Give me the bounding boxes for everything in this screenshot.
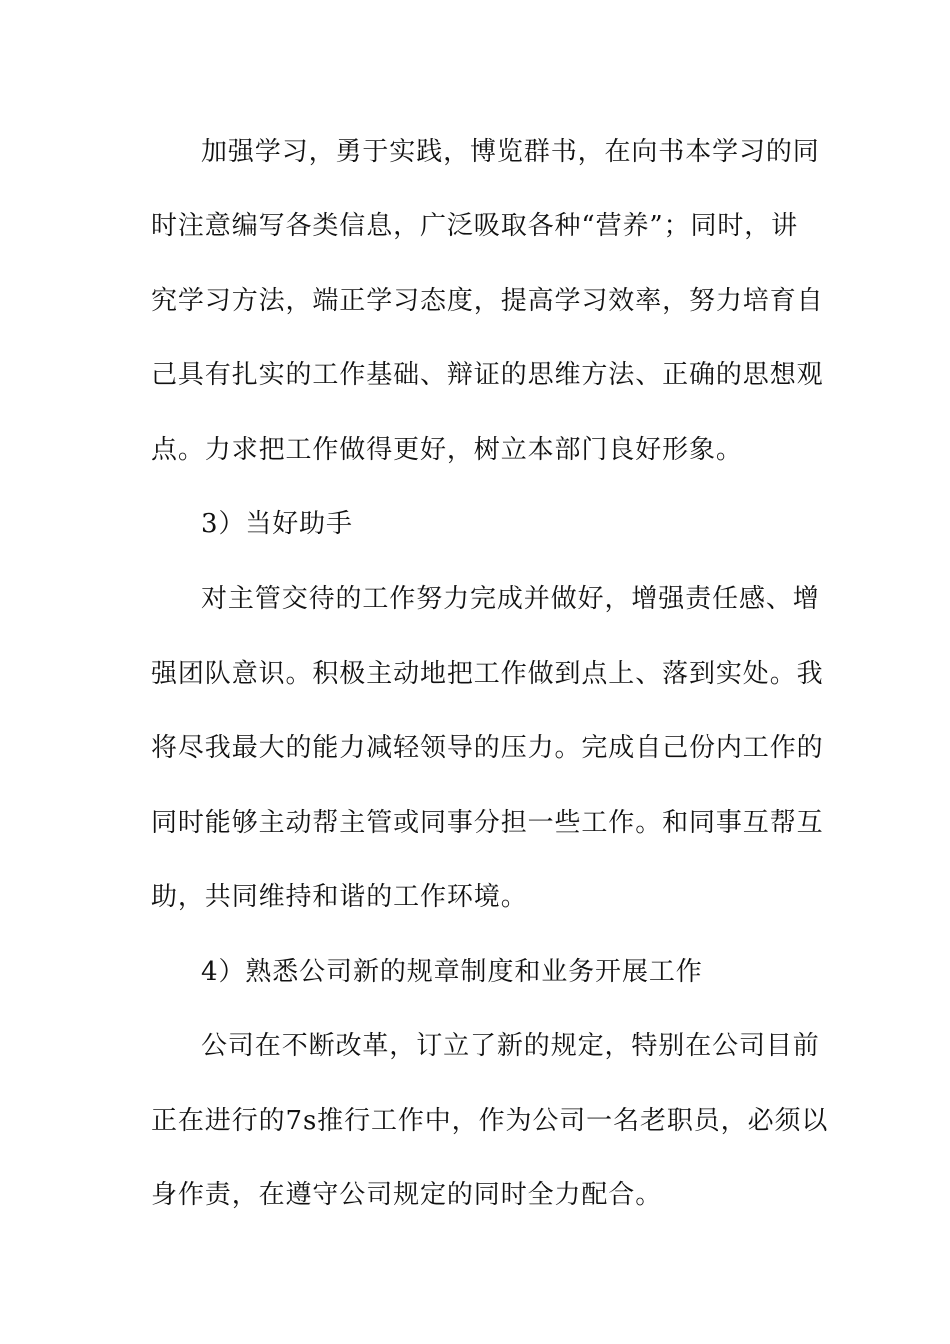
paragraph-line: 加强学习，勇于实践，博览群书，在向书本学习的同 — [201, 137, 820, 167]
section-heading: 4）熟悉公司新的规章制度和业务开展工作 — [201, 957, 703, 987]
paragraph-line: 对主管交待的工作努力完成并做好，增强责任感、增 — [201, 584, 820, 614]
paragraph-line: 己具有扎实的工作基础、辩证的思维方法、正确的思想观 — [151, 360, 824, 390]
paragraph-line: 身作责，在遵守公司规定的同时全力配合。 — [151, 1180, 663, 1210]
paragraph-line: 同时能够主动帮主管或同事分担一些工作。和同事互帮互 — [151, 808, 824, 838]
paragraph-line: 公司在不断改革，订立了新的规定，特别在公司目前 — [201, 1031, 820, 1061]
section-heading: 3）当好助手 — [201, 509, 353, 539]
paragraph-line: 助，共同维持和谐的工作环境。 — [151, 882, 528, 912]
paragraph-line: 时注意编写各类信息，广泛吸取各种“营养”；同时，讲 — [151, 211, 799, 241]
paragraph-line: 将尽我最大的能力减轻领导的压力。完成自己份内工作的 — [151, 733, 824, 763]
paragraph-line: 强团队意识。积极主动地把工作做到点上、落到实处。我 — [151, 659, 824, 689]
paragraph-line: 正在进行的7s推行工作中，作为公司一名老职员，必须以 — [151, 1106, 829, 1136]
paragraph-line: 究学习方法，端正学习态度，提高学习效率，努力培育自 — [151, 286, 824, 316]
paragraph-line: 点。力求把工作做得更好，树立本部门良好形象。 — [151, 435, 743, 465]
